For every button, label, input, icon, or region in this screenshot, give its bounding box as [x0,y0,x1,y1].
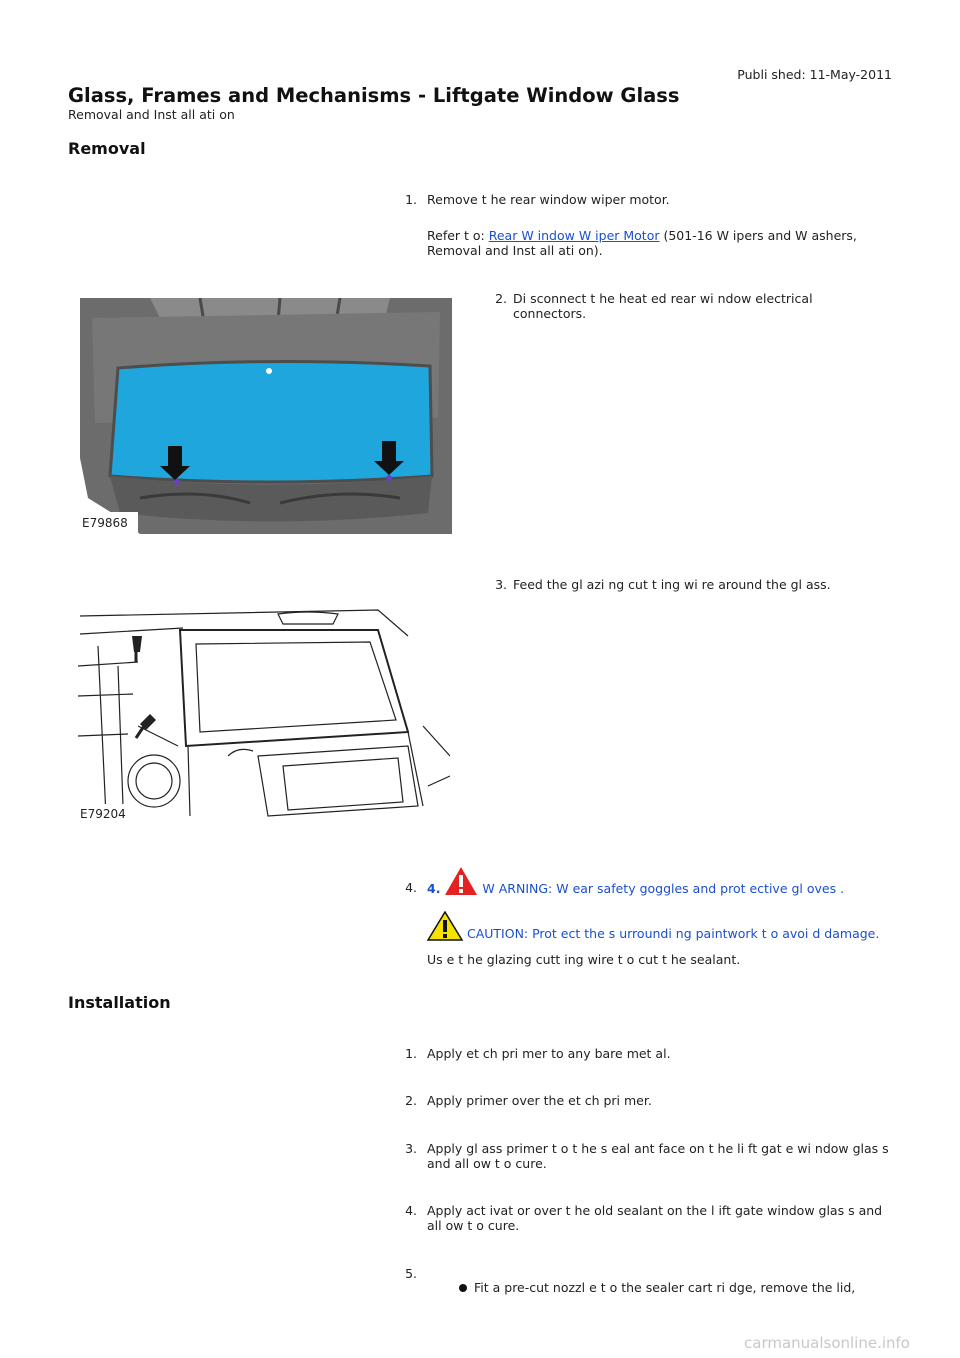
step-2-line1: Di sconnect t he heat ed rear wi ndow electrical [513,291,813,306]
removal-step-2-text [513,291,813,321]
caution-text: CAUTION: Prot ect the s urroundi ng paintwork t o avoi d damage. [463,926,880,941]
install-step-1-text: Apply et ch pri mer to any bare met al. [427,1046,671,1061]
installation-heading: Installation [68,993,171,1012]
removal-step-1-reference [427,228,857,258]
removal-step-3-text: Feed the gl azi ng cut t ing wi re around the gl ass. [513,577,831,592]
warning-triangle-icon [444,866,478,896]
install-step-5-number: 5. [405,1266,417,1281]
install-step-4-line1: Apply act ivat or over t he old sealant on the l ift gate window glas s and [427,1203,883,1218]
reference-prefix: Refer t o: [427,228,489,243]
caution-line [427,911,879,941]
install-step-3-text [427,1141,889,1171]
install-step-4-line2: all ow t o cure. [427,1218,520,1233]
page-title: Glass, Frames and Mechanisms - Liftgate Window Glass [68,84,680,107]
step-2-line2: connectors. [513,306,587,321]
install-step-2-number: 2. [405,1093,417,1108]
removal-step-4-text: Us e t he glazing cutt ing wire t o cut t he sealant. [427,952,741,967]
install-step-4-text [427,1203,882,1233]
reference-suffix-line2: Removal and Inst all ati on). [427,243,603,258]
warning-line [427,866,844,896]
install-step-3-line1: Apply gl ass primer t o t he s eal ant face on t he li ft gat e wi ndow glas s [427,1141,889,1156]
removal-heading: Removal [68,139,146,158]
figure-2-label: E79204 [80,807,126,821]
install-step-5-bullet-text: Fit a pre-cut nozzl e t o the sealer cart ri dge, remove the lid, [474,1280,856,1295]
rear-window-wiper-motor-link[interactable]: Rear W indow W iper Motor [488,228,660,243]
figure-glazing-wire [78,606,450,824]
published-date: Publi shed: 11-May-2011 [737,67,892,82]
figure-1-label: E79868 [82,516,128,530]
caution-triangle-icon [427,911,463,941]
liftgate-interior-photo [80,298,452,534]
install-step-4-number: 4. [405,1203,417,1218]
page-subtitle: Removal and Inst all ati on [68,107,235,122]
install-step-3-number: 3. [405,1141,417,1156]
removal-step-1-number: 1. [405,192,417,207]
install-step-2-text: Apply primer over the et ch pri mer. [427,1093,652,1108]
install-step-3-line2: and all ow t o cure. [427,1156,547,1171]
removal-step-1-text: Remove t he rear window wiper motor. [427,192,670,207]
watermark: carmanualsonline.info [744,1334,910,1352]
vehicle-rear-line-drawing [78,606,450,824]
removal-step-3-number: 3. [495,577,507,592]
install-step-1-number: 1. [405,1046,417,1061]
removal-step-4-number: 4. [405,880,417,895]
warning-step-number: 4. [427,881,441,896]
removal-step-2-number: 2. [495,291,507,306]
warning-text: W ARNING: W ear safety goggles and prot ective gl oves . [478,881,845,896]
reference-suffix: (501-16 W ipers and W ashers, [659,228,857,243]
figure-heated-window-connectors [80,298,452,534]
bullet-icon [459,1284,467,1292]
